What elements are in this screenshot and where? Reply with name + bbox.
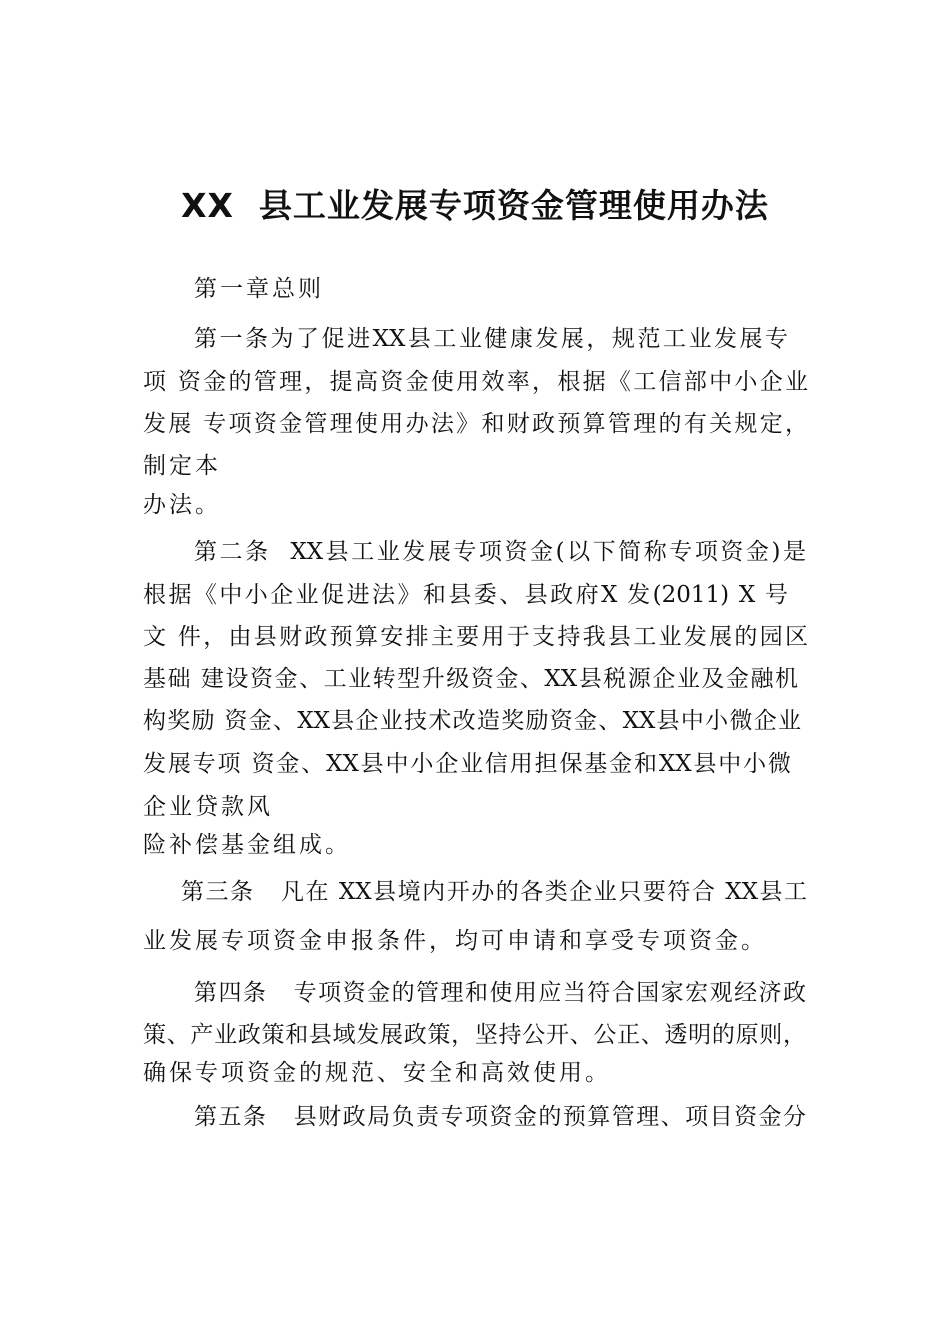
article-2-line-5: 构奖励 资金、XX县企业技术改造奖励资金、XX县中小微企业 — [143, 708, 801, 734]
article-1-line-5: 办法。 — [143, 492, 221, 518]
article-4-line-1: 第四条 专项资金的管理和使用应当符合国家宏观经济政 — [194, 980, 806, 1006]
article-2-line-7: 企业贷款风 — [143, 794, 273, 820]
article-3-line-2: 业发展专项资金申报条件，均可申请和享受专项资金。 — [143, 928, 767, 954]
article-1-line-1: 第一条为了促进XX县工业健康发展，规范工业发展专 — [194, 326, 788, 352]
article-1-line-2: 项 资金的管理，提高资金使用效率，根据《工信部中小企业 — [143, 369, 808, 395]
article-2-line-8: 险补偿基金组成。 — [143, 832, 351, 858]
article-4-line-2: 策、产业政策和县域发展政策，坚持公开、公正、透明的原则， — [143, 1022, 806, 1048]
article-2-line-4: 基础 建设资金、工业转型升级资金、XX县税源企业及金融机 — [143, 666, 798, 692]
article-1-line-4: 制定本 — [143, 453, 221, 479]
article-5-line-1: 第五条 县财政局负责专项资金的预算管理、项目资金分 — [194, 1104, 806, 1130]
article-2-line-3: 文 件，由县财政预算安排主要用于支持我县工业发展的园区 — [143, 624, 808, 650]
article-2-line-1: 第二条 XX县工业发展专项资金(以下简称专项资金)是 — [194, 539, 806, 565]
article-4-line-3: 确保专项资金的规范、安全和高效使用。 — [143, 1060, 611, 1086]
chapter-heading: 第一章总则 — [194, 276, 324, 302]
article-1-line-3: 发展 专项资金管理使用办法》和财政预算管理的有关规定， — [143, 411, 808, 437]
article-2-line-6: 发展专项 资金、XX县中小企业信用担保基金和XX县中小微 — [143, 751, 791, 777]
document-title: XX 县工业发展专项资金管理使用办法 — [181, 186, 769, 225]
article-3-line-1: 第三条 凡在 XX县境内开办的各类企业只要符合 XX县工 — [181, 879, 807, 905]
article-2-line-2: 根据《中小企业促进法》和县委、县政府X 发(2011) X 号 — [143, 582, 788, 608]
